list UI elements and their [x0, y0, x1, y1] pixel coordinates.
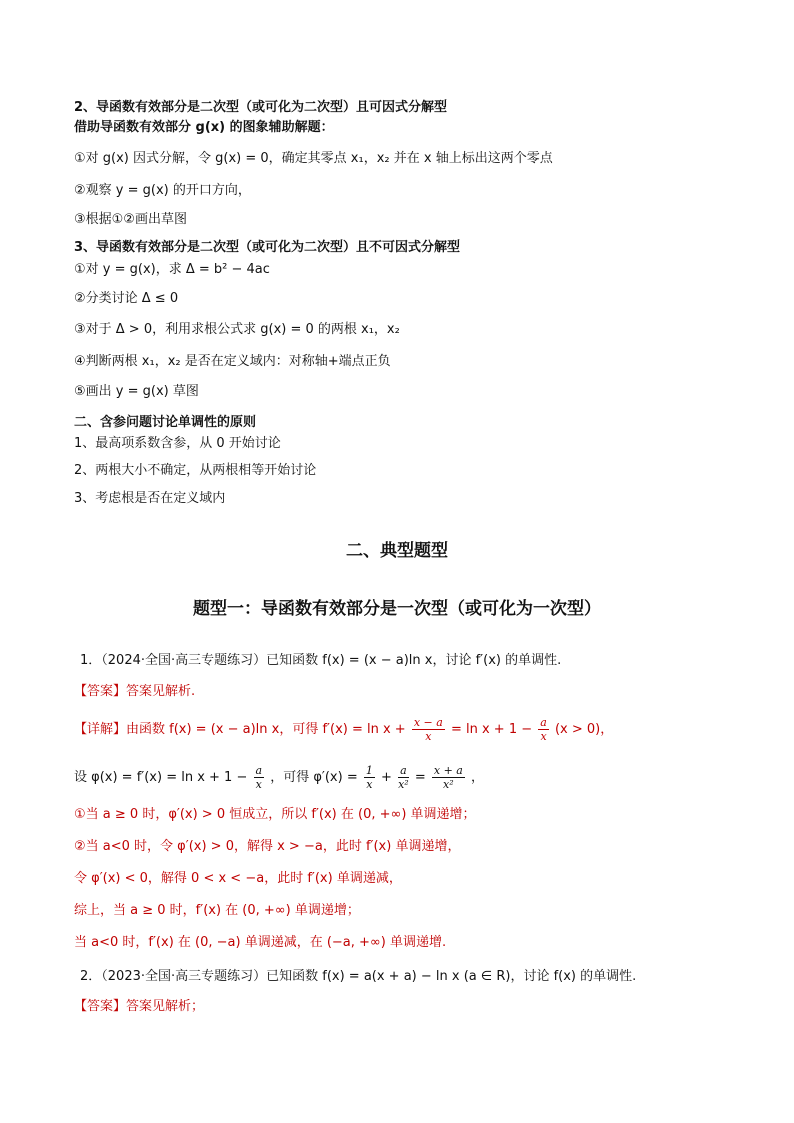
- text-principle-1: 1、最高项系数含参，从 0 开始讨论: [74, 436, 281, 451]
- fraction: $\frac{a}{x}$: [255, 764, 263, 791]
- question-2-stem: 2．（2023·全国·高三专题练习）已知函数 f(x) = a(x + a) − ln x (a ∈ R)，讨论 f(x) 的单调性.: [80, 969, 637, 984]
- fraction: $\frac{a}{\text{x²}}$: [398, 764, 409, 791]
- heading-quadratic-factorable: 2、导函数有效部分是二次型（或可化为二次型）且可因式分解型: [74, 100, 448, 115]
- question-1-stem: 1．（2024·全国·高三专题练习）已知函数 f(x) = (x − a)ln x，讨论 f′(x) 的单调性.: [80, 653, 562, 668]
- question-2-answer: 【答案】答案见解析；: [74, 999, 205, 1014]
- fraction: $\frac{x + a}{\text{x²}}$: [433, 764, 463, 791]
- text-draw-sketch: ⑤画出 y = g(x) 草图: [74, 384, 199, 399]
- text-discriminant: ①对 y = g(x)，求 Δ = b² − 4ac: [74, 262, 270, 277]
- heading-principles: 二、含参问题讨论单调性的原则: [74, 415, 257, 430]
- question-1-answer: 【答案】答案见解析.: [74, 684, 196, 699]
- text-case-discriminant: ②分类讨论 Δ ≤ 0: [74, 291, 179, 306]
- question-1-case-2: ②当 a<0 时，令 φ′(x) > 0，解得 x > −a，此时 f′(x) 单调递增，: [74, 839, 461, 854]
- text-step-1: ①对 g(x) 因式分解，令 g(x) = 0，确定其零点 x₁，x₂ 并在 x 轴上标出这两个零点: [74, 151, 553, 166]
- text-principle-2: 2、两根大小不确定，从两根相等开始讨论: [74, 463, 317, 478]
- section-title: 二、典型题型: [346, 541, 448, 561]
- heading-quadratic-nonfactorable: 3、导函数有效部分是二次型（或可化为二次型）且不可因式分解型: [74, 240, 461, 255]
- question-1-case-3: 令 φ′(x) < 0，解得 0 < x < −a，此时 f′(x) 单调递减，: [74, 871, 402, 886]
- section-subtitle: 题型一：导函数有效部分是一次型（或可化为一次型）: [193, 599, 601, 619]
- fraction: $\frac{a}{x}$: [540, 716, 547, 743]
- question-1-substitution: 设 φ(x) = f′(x) = ln x + 1 − $\frac{a}{x}$ ，可得 φ′(x) = $\frac{1}{x}$ + $\frac{a}{\text{x²}}$ = $\frac{x + a}{\text{x²}}$ ，: [74, 764, 485, 791]
- text-graph-hint: 借助导函数有效部分 g(x) 的图象辅助解题：: [74, 120, 334, 135]
- question-1-detail: 【详解】由函数 f(x) = (x − a)ln x，可得 f′(x) = ln x + $\frac{x - a}{x}$ = ln x + 1 − $\frac{a}{x}$ (x > 0)，: [74, 716, 614, 743]
- question-1-summary-2: 当 a<0 时，f′(x) 在 (0, −a) 单调递减，在 (−a, +∞) 单调递增.: [74, 935, 447, 950]
- text-quadratic-formula: ③对于 Δ > 0，利用求根公式求 g(x) = 0 的两根 x₁，x₂: [74, 322, 400, 337]
- question-1-summary-1: 综上，当 a ≥ 0 时，f′(x) 在 (0, +∞) 单调递增；: [74, 903, 360, 918]
- fraction: $\frac{1}{x}$: [365, 764, 373, 791]
- text-principle-3: 3、考虑根是否在定义域内: [74, 491, 226, 506]
- question-1-case-1: ①当 a ≥ 0 时，φ′(x) > 0 恒成立，所以 f′(x) 在 (0, +∞) 单调递增；: [74, 807, 476, 822]
- text-domain-check: ④判断两根 x₁，x₂ 是否在定义域内：对称轴+端点正负: [74, 354, 391, 369]
- text-step-2: ②观察 y = g(x) 的开口方向，: [74, 183, 251, 198]
- fraction: $\frac{x - a}{x}$: [413, 716, 443, 743]
- text-step-3: ③根据①②画出草图: [74, 212, 187, 227]
